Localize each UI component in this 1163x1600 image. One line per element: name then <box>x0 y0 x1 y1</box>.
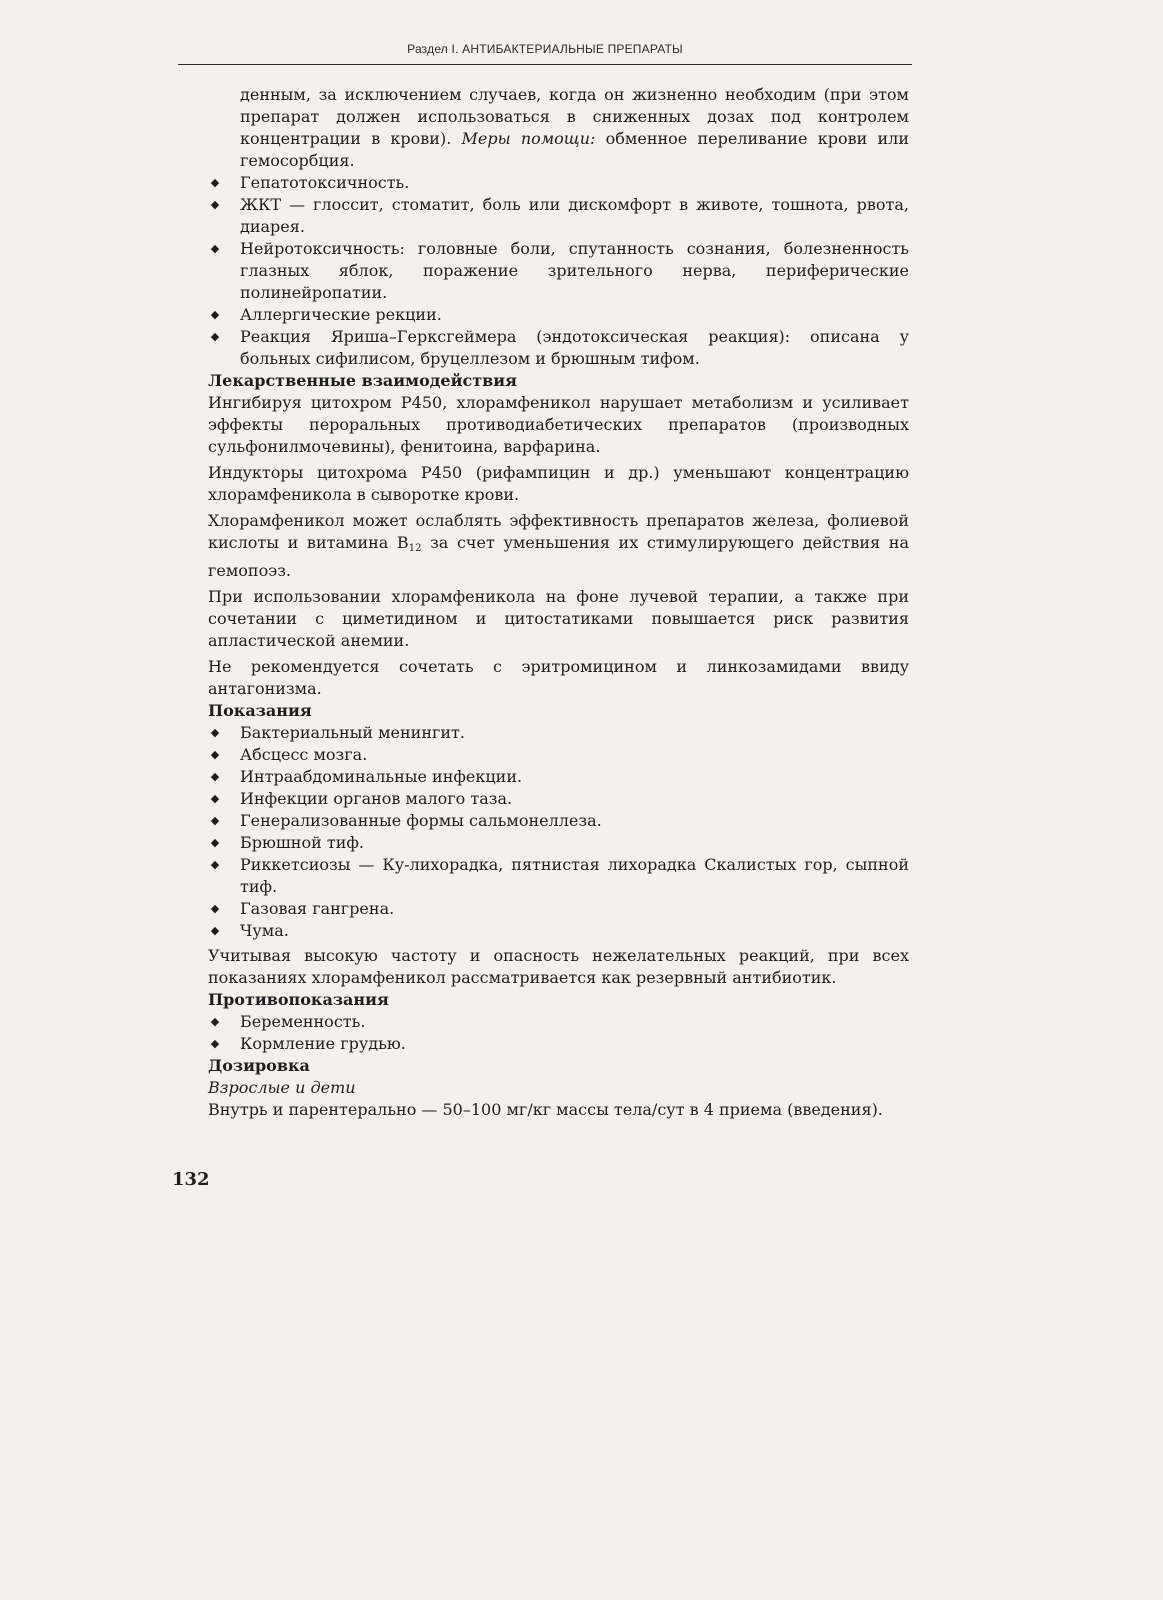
list-item <box>208 304 909 326</box>
running-header-title: Раздел I. АНТИБАКТЕРИАЛЬНЫЕ ПРЕПАРАТЫ <box>407 42 683 56</box>
list-item-text: Нейротоксичность: головные боли, спутанность сознания, болезненность глазных яблок, поражение зрительного нерва, периферические полинейропатии. <box>240 239 909 302</box>
list-item-text: Газовая гангрена. <box>240 899 395 918</box>
bullet-diamond-icon: ◆ <box>210 814 220 827</box>
list-item-text: Интраабдоминальные инфекции. <box>240 767 523 786</box>
intro-continuation-paragraph <box>208 84 909 172</box>
interactions-paragraph-3 <box>208 510 909 582</box>
bullet-diamond-icon: ◆ <box>210 1037 220 1050</box>
list-item <box>208 326 909 370</box>
list-item-text: Гепатотоксичность. <box>240 173 410 192</box>
list-item-text: Инфекции органов малого таза. <box>240 789 513 808</box>
contraindications-heading: Противопоказания <box>208 990 389 1009</box>
list-item-text: Риккетсиозы — Ку-лихорадка, пятнистая лихорадка Скалистых гор, сыпной тиф. <box>240 855 909 896</box>
list-item-text: Реакция Яриша–Герксгеймера (эндотоксическая реакция): описана у больных сифилисом, бруцеллезом и брюшным тифом. <box>240 327 909 368</box>
list-item-text: Генерализованные формы сальмонеллеза. <box>240 811 602 830</box>
bullet-diamond-icon: ◆ <box>210 836 220 849</box>
page-number: 132 <box>172 1169 210 1190</box>
list-item <box>208 1011 909 1033</box>
list-item <box>208 788 909 810</box>
running-header <box>178 40 912 65</box>
list-item <box>208 854 909 898</box>
list-item <box>208 1033 909 1055</box>
bullet-diamond-icon: ◆ <box>210 1015 220 1028</box>
indications-heading: Показания <box>208 701 312 720</box>
bullet-diamond-icon: ◆ <box>210 726 220 739</box>
list-item <box>208 810 909 832</box>
page-content <box>208 84 909 1121</box>
bullet-diamond-icon: ◆ <box>210 902 220 915</box>
list-item-text: Чума. <box>240 921 289 940</box>
bullet-diamond-icon: ◆ <box>210 924 220 937</box>
interactions-heading: Лекарственные взаимодействия <box>208 371 517 390</box>
list-item <box>208 744 909 766</box>
list-item-text: Абсцесс мозга. <box>240 745 368 764</box>
bullet-diamond-icon: ◆ <box>210 308 220 321</box>
list-item-text: Брюшной тиф. <box>240 833 364 852</box>
intro-italic-label: Меры помощи: <box>461 129 596 148</box>
bullet-diamond-icon: ◆ <box>210 176 220 189</box>
list-item <box>208 766 909 788</box>
dosage-subheading: Взрослые и дети <box>208 1078 356 1097</box>
interactions-paragraph-2: Индукторы цитохрома Р450 (рифампицин и др.) уменьшают концентрацию хлорамфеникола в сыворотке крови. <box>208 463 909 504</box>
contraindications-list <box>208 1011 909 1055</box>
bullet-diamond-icon: ◆ <box>210 748 220 761</box>
interactions-paragraph-5: Не рекомендуется сочетать с эритромицином и линкозамидами ввиду антагонизма. <box>208 657 909 698</box>
bullet-diamond-icon: ◆ <box>210 792 220 805</box>
vitamin-subscript: 12 <box>408 543 422 554</box>
list-item <box>208 238 909 304</box>
interactions-p3-before: Хлорамфеникол может ослаблять эффективность препаратов железа, фолиевой кислоты и витамина B <box>208 511 909 552</box>
list-item <box>208 898 909 920</box>
bullet-diamond-icon: ◆ <box>210 858 220 871</box>
list-item <box>208 920 909 942</box>
indications-note: Учитывая высокую частоту и опасность нежелательных реакций, при всех показаниях хлорамфеникол рассматривается как резервный антибиотик. <box>208 946 909 987</box>
intro-text-after: обменное переливание крови или гемосорбция. <box>240 129 909 170</box>
interactions-paragraph-4: При использовании хлорамфеникола на фоне лучевой терапии, а также при сочетании с циметидином и цитостатиками повышается риск развития апластической анемии. <box>208 587 909 650</box>
list-item-text: Кормление грудью. <box>240 1034 406 1053</box>
list-item-text: Аллергические рекции. <box>240 305 442 324</box>
list-item <box>208 722 909 744</box>
list-item <box>208 172 909 194</box>
interactions-paragraph-1: Ингибируя цитохром Р450, хлорамфеникол нарушает метаболизм и усиливает эффекты пероральных противодиабетических препаратов (производных сульфонилмочевины), фенитоина, варфарина. <box>208 393 909 456</box>
list-item-text: Беременность. <box>240 1012 366 1031</box>
bullet-diamond-icon: ◆ <box>210 242 220 255</box>
interactions-p3-after: за счет уменьшения их стимулирующего действия на гемопоэз. <box>208 533 910 580</box>
list-item-text: Бактериальный менингит. <box>240 723 465 742</box>
bullet-diamond-icon: ◆ <box>210 770 220 783</box>
intro-text: денным, за исключением случаев, когда он жизненно необходим (при этом препарат должен использоваться в сниженных дозах под контролем концентрации в крови). <box>240 85 909 148</box>
list-item <box>208 832 909 854</box>
list-item <box>208 194 909 238</box>
dosage-heading: Дозировка <box>208 1056 310 1075</box>
bullet-diamond-icon: ◆ <box>210 330 220 343</box>
side-effects-list <box>208 172 909 370</box>
dosage-text: Внутрь и парентерально — 50–100 мг/кг массы тела/сут в 4 приема (введения). <box>208 1100 883 1119</box>
indications-list <box>208 722 909 942</box>
bullet-diamond-icon: ◆ <box>210 198 220 211</box>
list-item-text: ЖКТ — глоссит, стоматит, боль или дискомфорт в животе, тошнота, рвота, диарея. <box>240 195 909 236</box>
